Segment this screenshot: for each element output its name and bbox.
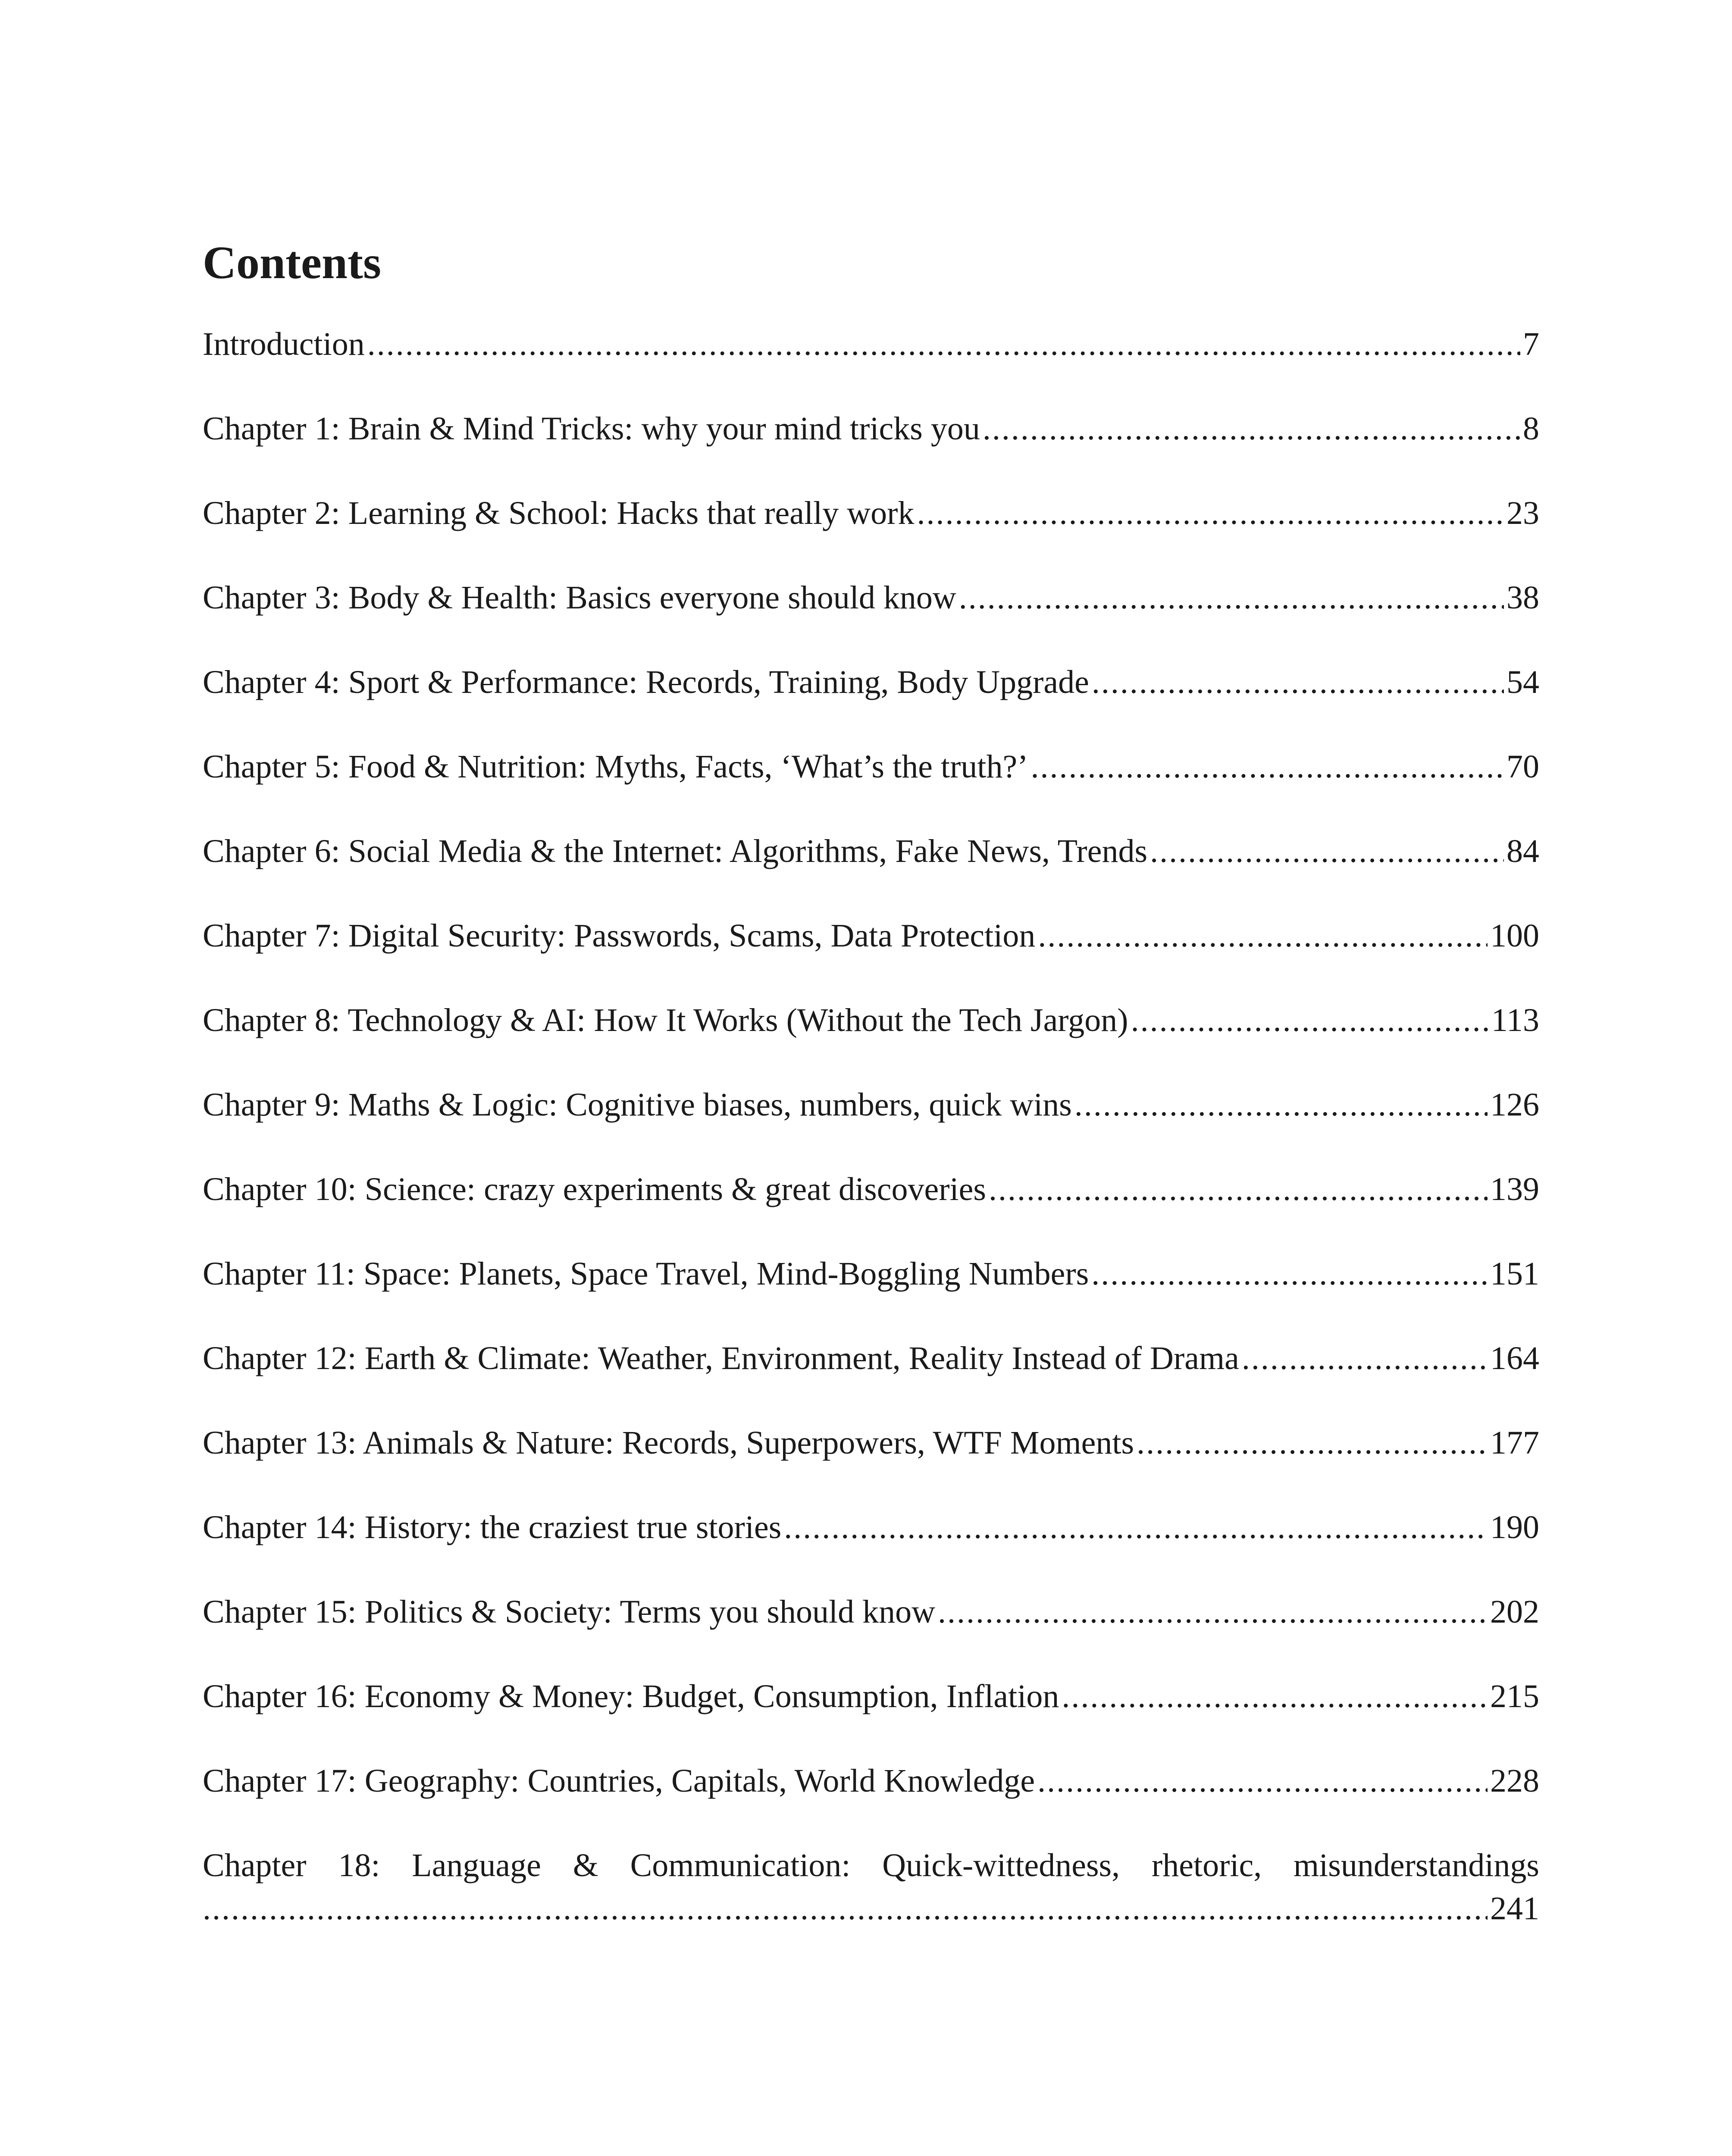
dot-leader xyxy=(1137,1421,1488,1464)
dot-leader xyxy=(1150,830,1504,873)
toc-entry-label: Chapter 4: Sport & Performance: Records, Training, Body Upgrade xyxy=(203,664,1089,700)
toc-entry-label: Chapter 12: Earth & Climate: Weather, Environment, Reality Instead of Drama xyxy=(203,1340,1239,1376)
dot-leader xyxy=(1038,914,1488,957)
toc-entry-label: Chapter 9: Maths & Logic: Cognitive biases, numbers, quick wins xyxy=(203,1087,1072,1123)
toc-page-number: 8 xyxy=(1523,411,1539,447)
toc-entry-label: Chapter 18: Language & Communication: Quick-wittedness, rhetoric, misunderstandings xyxy=(203,1847,1539,1883)
toc-entry-chapter-18[interactable] xyxy=(203,1844,1539,1930)
toc-page-number: 190 xyxy=(1490,1509,1539,1545)
toc-entry-chapter-2[interactable] xyxy=(203,492,1539,576)
dot-leader xyxy=(1037,1759,1488,1802)
toc-page-number: 139 xyxy=(1490,1171,1539,1207)
dot-leader xyxy=(784,1506,1488,1549)
toc-entry-chapter-7[interactable] xyxy=(203,914,1539,999)
toc-entry-label: Introduction xyxy=(203,326,365,362)
toc-entry-label: Chapter 11: Space: Planets, Space Travel, Mind-Boggling Numbers xyxy=(203,1256,1089,1292)
dot-leader xyxy=(203,1887,1488,1930)
toc-entry-label: Chapter 8: Technology & AI: How It Works (Without the Tech Jargon) xyxy=(203,1002,1128,1038)
toc-entry-label: Chapter 15: Politics & Society: Terms you should know xyxy=(203,1594,935,1630)
toc-entry-chapter-10[interactable] xyxy=(203,1168,1539,1252)
toc-entry-label: Chapter 3: Body & Health: Basics everyone should know xyxy=(203,580,956,616)
toc-entry-chapter-8[interactable] xyxy=(203,999,1539,1083)
toc-entry-label: Chapter 2: Learning & School: Hacks that really work xyxy=(203,495,915,531)
toc-entry-label: Chapter 17: Geography: Countries, Capitals, World Knowledge xyxy=(203,1763,1035,1799)
toc-page-number: 38 xyxy=(1506,580,1539,616)
toc-page-number: 7 xyxy=(1523,326,1539,362)
toc-page-number: 164 xyxy=(1490,1340,1539,1376)
toc-entry-label: Chapter 7: Digital Security: Passwords, Scams, Data Protection xyxy=(203,918,1036,954)
toc-entry-label: Chapter 14: History: the craziest true stories xyxy=(203,1509,782,1545)
toc-entry-label: Chapter 13: Animals & Nature: Records, Superpowers, WTF Moments xyxy=(203,1425,1134,1461)
toc-entry-chapter-12[interactable] xyxy=(203,1337,1539,1421)
dot-leader xyxy=(917,492,1504,535)
dot-leader xyxy=(367,323,1520,366)
toc-entry-chapter-17[interactable] xyxy=(203,1759,1539,1844)
dot-leader xyxy=(938,1590,1488,1633)
toc-entry-chapter-15[interactable] xyxy=(203,1590,1539,1675)
toc-page-number: 113 xyxy=(1491,1002,1539,1038)
toc-entry-label: Chapter 10: Science: crazy experiments & great discoveries xyxy=(203,1171,986,1207)
dot-leader xyxy=(1091,1252,1488,1295)
toc-entry-label: Chapter 5: Food & Nutrition: Myths, Facts, ‘What’s the truth?’ xyxy=(203,749,1028,785)
toc-page-number: 177 xyxy=(1490,1425,1539,1461)
toc-page-number: 126 xyxy=(1490,1087,1539,1123)
toc-entry-chapter-14[interactable] xyxy=(203,1506,1539,1590)
contents-heading: Contents xyxy=(203,237,382,288)
toc-entry-chapter-4[interactable] xyxy=(203,661,1539,745)
toc-page-number: 228 xyxy=(1490,1763,1539,1799)
toc-page-number: 241 xyxy=(1490,1890,1539,1927)
toc-page-number: 54 xyxy=(1506,664,1539,700)
toc-page-number: 151 xyxy=(1490,1256,1539,1292)
toc-page-number: 84 xyxy=(1506,833,1539,869)
toc-entry-label: Chapter 16: Economy & Money: Budget, Consumption, Inflation xyxy=(203,1678,1059,1714)
toc-entry-chapter-9[interactable] xyxy=(203,1083,1539,1168)
toc-entry-label: Chapter 1: Brain & Mind Tricks: why your mind tricks you xyxy=(203,411,980,447)
dot-leader xyxy=(983,407,1520,450)
toc-entry-chapter-5[interactable] xyxy=(203,745,1539,830)
toc-page-number: 23 xyxy=(1506,495,1539,531)
dot-leader xyxy=(1092,661,1504,704)
toc-page-number: 215 xyxy=(1490,1678,1539,1714)
toc-entry-chapter-16[interactable] xyxy=(203,1675,1539,1759)
dot-leader xyxy=(989,1168,1488,1211)
dot-leader xyxy=(959,576,1504,619)
toc-entry-chapter-1[interactable] xyxy=(203,407,1539,492)
dot-leader xyxy=(1242,1337,1488,1380)
toc-entry-introduction[interactable] xyxy=(203,323,1539,407)
toc-entry-chapter-3[interactable] xyxy=(203,576,1539,661)
dot-leader xyxy=(1074,1083,1488,1126)
toc-entry-continuation xyxy=(203,1887,1539,1930)
dot-leader xyxy=(1062,1675,1488,1718)
dot-leader xyxy=(1131,999,1489,1042)
table-of-contents xyxy=(203,323,1539,1930)
toc-page-number: 202 xyxy=(1490,1594,1539,1630)
toc-page-number: 70 xyxy=(1506,749,1539,785)
toc-entry-chapter-6[interactable] xyxy=(203,830,1539,914)
toc-entry-chapter-13[interactable] xyxy=(203,1421,1539,1506)
toc-entry-label: Chapter 6: Social Media & the Internet: Algorithms, Fake News, Trends xyxy=(203,833,1148,869)
toc-entry-chapter-11[interactable] xyxy=(203,1252,1539,1337)
dot-leader xyxy=(1031,745,1504,788)
toc-page-number: 100 xyxy=(1490,918,1539,954)
